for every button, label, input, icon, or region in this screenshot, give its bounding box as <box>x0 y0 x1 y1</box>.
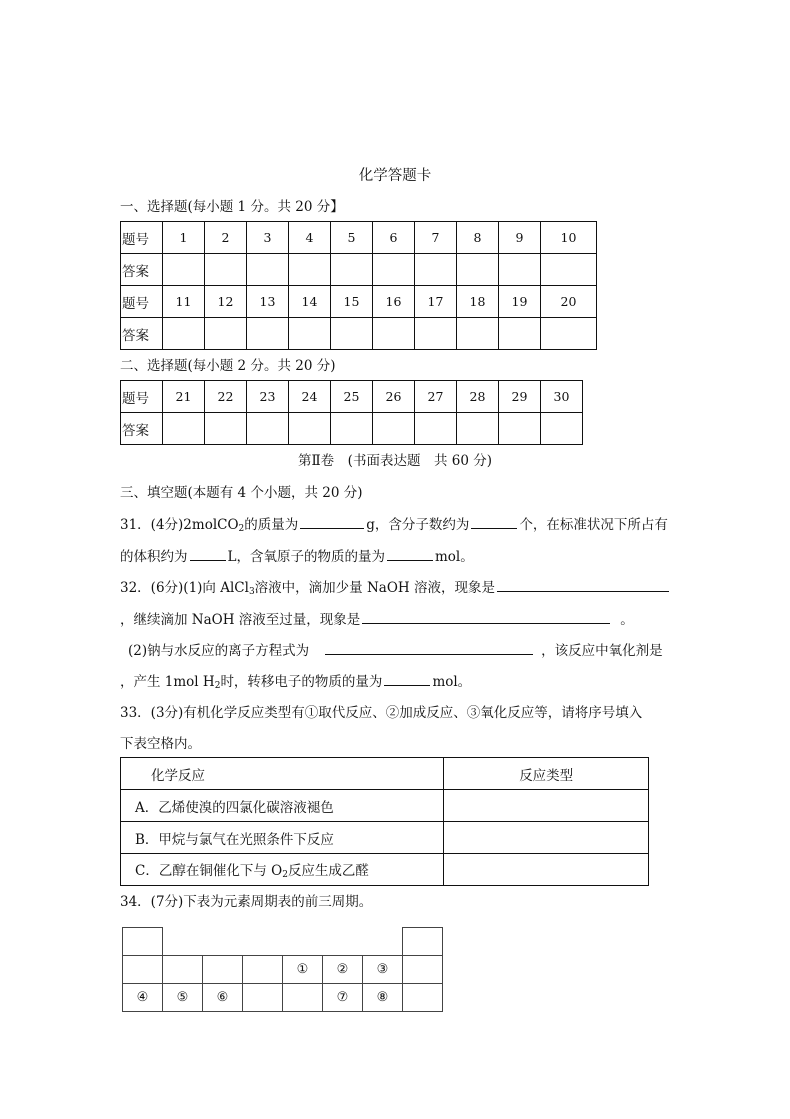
label-answer: 答案 <box>121 318 163 350</box>
q32-line1 <box>120 577 671 602</box>
answer-cell[interactable] <box>331 254 373 286</box>
answer-cell[interactable] <box>331 318 373 350</box>
pt-gap <box>243 928 283 956</box>
reaction-type-answer[interactable] <box>444 854 649 886</box>
pt-element-8: ⑧ <box>363 984 403 1012</box>
label-question-number: 题号 <box>121 222 163 254</box>
answer-cell[interactable] <box>247 318 289 350</box>
reaction-type-answer[interactable] <box>444 822 649 854</box>
q32-blank-electrons[interactable] <box>384 671 430 686</box>
question-number: 23 <box>247 381 289 413</box>
answer-cell[interactable] <box>541 413 583 445</box>
q32-text: mol。 <box>432 674 472 690</box>
question-number: 29 <box>499 381 541 413</box>
q33-line1: 33．(3分)有机化学反应类型有①取代反应、②加成反应、③氧化反应等，请将序号填入 <box>120 705 643 721</box>
answer-cell[interactable] <box>373 413 415 445</box>
answer-cell[interactable] <box>205 413 247 445</box>
answer-cell[interactable] <box>499 254 541 286</box>
q31-blank-mass[interactable] <box>300 514 364 529</box>
question-number: 7 <box>415 222 457 254</box>
pt-cell <box>123 956 163 984</box>
q31-text: mol。 <box>434 549 474 565</box>
pt-element-1: ① <box>283 956 323 984</box>
label-answer: 答案 <box>121 254 163 286</box>
periodic-table <box>122 927 443 1012</box>
question-number: 16 <box>373 286 415 318</box>
reaction-type-table <box>120 757 649 886</box>
question-number: 24 <box>289 381 331 413</box>
section2-heading: 二、选择题(每小题 2 分。共 20 分) <box>120 358 336 374</box>
q31-blank-oxygen[interactable] <box>387 546 433 561</box>
pt-cell <box>123 928 163 956</box>
question-number: 25 <box>331 381 373 413</box>
answer-cell[interactable] <box>415 413 457 445</box>
question-number: 18 <box>457 286 499 318</box>
answer-cell[interactable] <box>205 318 247 350</box>
question-number: 17 <box>415 286 457 318</box>
subscript: 2 <box>282 870 288 880</box>
answer-cell[interactable] <box>163 413 205 445</box>
q33-line2: 下表空格内。 <box>120 736 201 752</box>
pt-gap <box>203 928 243 956</box>
page-title: 化学答题卡 <box>358 168 432 184</box>
question-number: 26 <box>373 381 415 413</box>
q34-line1: 34．(7分)下表为元素周期表的前三周期。 <box>120 894 373 910</box>
question-number: 9 <box>499 222 541 254</box>
q31-text: 的质量为 <box>244 517 299 533</box>
answer-cell[interactable] <box>289 318 331 350</box>
pt-gap <box>163 928 203 956</box>
answer-cell[interactable] <box>373 254 415 286</box>
q32-text: 时，转移电子的物质的量为 <box>220 674 383 690</box>
q32-text: ，继续滴加 NaOH 溶液至过量，现象是 <box>120 612 361 628</box>
section3-heading: 三、填空题(本题有 4 个小题，共 20 分) <box>120 485 363 501</box>
q31-text: 个，在标准状况下所占有 <box>519 517 668 533</box>
question-number: 21 <box>163 381 205 413</box>
subscript: 2 <box>238 524 245 534</box>
question-number: 8 <box>457 222 499 254</box>
answer-cell[interactable] <box>541 254 597 286</box>
question-number: 22 <box>205 381 247 413</box>
q31-line1 <box>120 514 668 539</box>
answer-cell[interactable] <box>415 318 457 350</box>
question-number: 11 <box>163 286 205 318</box>
answer-cell[interactable] <box>247 413 289 445</box>
question-number: 28 <box>457 381 499 413</box>
answer-cell[interactable] <box>373 318 415 350</box>
answer-cell[interactable] <box>457 413 499 445</box>
reaction-b: B．甲烷与氯气在光照条件下反应 <box>121 822 444 854</box>
reaction-c <box>121 854 444 886</box>
subscript: 2 <box>214 681 221 691</box>
subscript: 3 <box>248 587 255 597</box>
q31-text: 的体积约为 <box>120 549 188 565</box>
pt-gap <box>323 928 363 956</box>
question-number: 13 <box>247 286 289 318</box>
pt-element-4: ④ <box>123 984 163 1012</box>
answer-cell[interactable] <box>289 413 331 445</box>
label-question-number: 题号 <box>121 286 163 318</box>
answer-cell[interactable] <box>331 413 373 445</box>
q32-blank-phenomenon2[interactable] <box>362 609 610 624</box>
pt-element-5: ⑤ <box>163 984 203 1012</box>
q32-blank-phenomenon1[interactable] <box>497 577 669 592</box>
answer-cell[interactable] <box>415 254 457 286</box>
pt-element-2: ② <box>323 956 363 984</box>
q31-text: L，含氧原子的物质的量为 <box>227 549 385 565</box>
q31-blank-molecules[interactable] <box>471 514 517 529</box>
question-number: 10 <box>541 222 597 254</box>
question-number: 19 <box>499 286 541 318</box>
reaction-c-text: C．乙醇在铜催化下与 O <box>135 863 283 879</box>
answer-cell[interactable] <box>457 318 499 350</box>
q32-line2 <box>120 609 634 630</box>
volume2-heading: 第Ⅱ卷 (书面表达题 共 60 分) <box>298 453 492 469</box>
answer-cell[interactable] <box>499 413 541 445</box>
pt-gap <box>363 928 403 956</box>
pt-cell <box>403 956 443 984</box>
q31-blank-volume[interactable] <box>190 546 226 561</box>
pt-cell <box>283 984 323 1012</box>
q32-line3 <box>128 640 663 661</box>
question-number: 14 <box>289 286 331 318</box>
pt-element-3: ③ <box>363 956 403 984</box>
reaction-c-text: 反应生成乙醛 <box>287 863 369 879</box>
question-number: 27 <box>415 381 457 413</box>
pt-cell <box>403 984 443 1012</box>
question-number: 6 <box>373 222 415 254</box>
answer-cell[interactable] <box>289 254 331 286</box>
q32-text: 。 <box>620 612 634 628</box>
answer-cell[interactable] <box>205 254 247 286</box>
label-answer: 答案 <box>121 413 163 445</box>
q31-line2 <box>120 546 474 567</box>
answer-cell[interactable] <box>457 254 499 286</box>
question-number: 5 <box>331 222 373 254</box>
q32-line4 <box>120 671 471 696</box>
header-reaction: 化学反应 <box>121 758 444 790</box>
question-number: 3 <box>247 222 289 254</box>
pt-element-6: ⑥ <box>203 984 243 1012</box>
q32-text: 溶液中，滴加少量 NaOH 溶液，现象是 <box>254 580 495 596</box>
q32-text: (2)钠与水反应的离子方程式为 <box>128 643 310 659</box>
pt-cell <box>203 956 243 984</box>
q32-text: 32．(6分)(1)向 AlCl <box>120 580 249 596</box>
section1-heading: 一、选择题(每小题 1 分。共 20 分】 <box>120 199 344 215</box>
question-number: 15 <box>331 286 373 318</box>
pt-gap <box>283 928 323 956</box>
pt-cell <box>243 984 283 1012</box>
answer-cell[interactable] <box>247 254 289 286</box>
question-number: 20 <box>541 286 597 318</box>
header-reaction-type: 反应类型 <box>444 758 649 790</box>
answer-cell[interactable] <box>541 318 597 350</box>
pt-element-7: ⑦ <box>323 984 363 1012</box>
pt-cell <box>243 956 283 984</box>
label-question-number: 题号 <box>121 381 163 413</box>
q32-text: ，该反应中氧化剂是 <box>541 643 663 659</box>
answer-grid-1 <box>120 221 597 350</box>
question-number: 1 <box>163 222 205 254</box>
question-number: 4 <box>289 222 331 254</box>
q32-blank-equation[interactable] <box>325 640 533 655</box>
reaction-a: A．乙烯使溴的四氯化碳溶液褪色 <box>121 790 444 822</box>
q31-text: 31．(4分)2molCO <box>120 517 239 533</box>
question-number: 12 <box>205 286 247 318</box>
q31-text: g，含分子数约为 <box>366 517 470 533</box>
pt-cell <box>403 928 443 956</box>
question-number: 30 <box>541 381 583 413</box>
answer-cell[interactable] <box>499 318 541 350</box>
answer-grid-2 <box>120 380 583 445</box>
pt-cell <box>163 956 203 984</box>
question-number: 2 <box>205 222 247 254</box>
answer-cell[interactable] <box>163 318 205 350</box>
q32-text: ，产生 1mol H <box>120 674 215 690</box>
reaction-type-answer[interactable] <box>444 790 649 822</box>
answer-cell[interactable] <box>163 254 205 286</box>
